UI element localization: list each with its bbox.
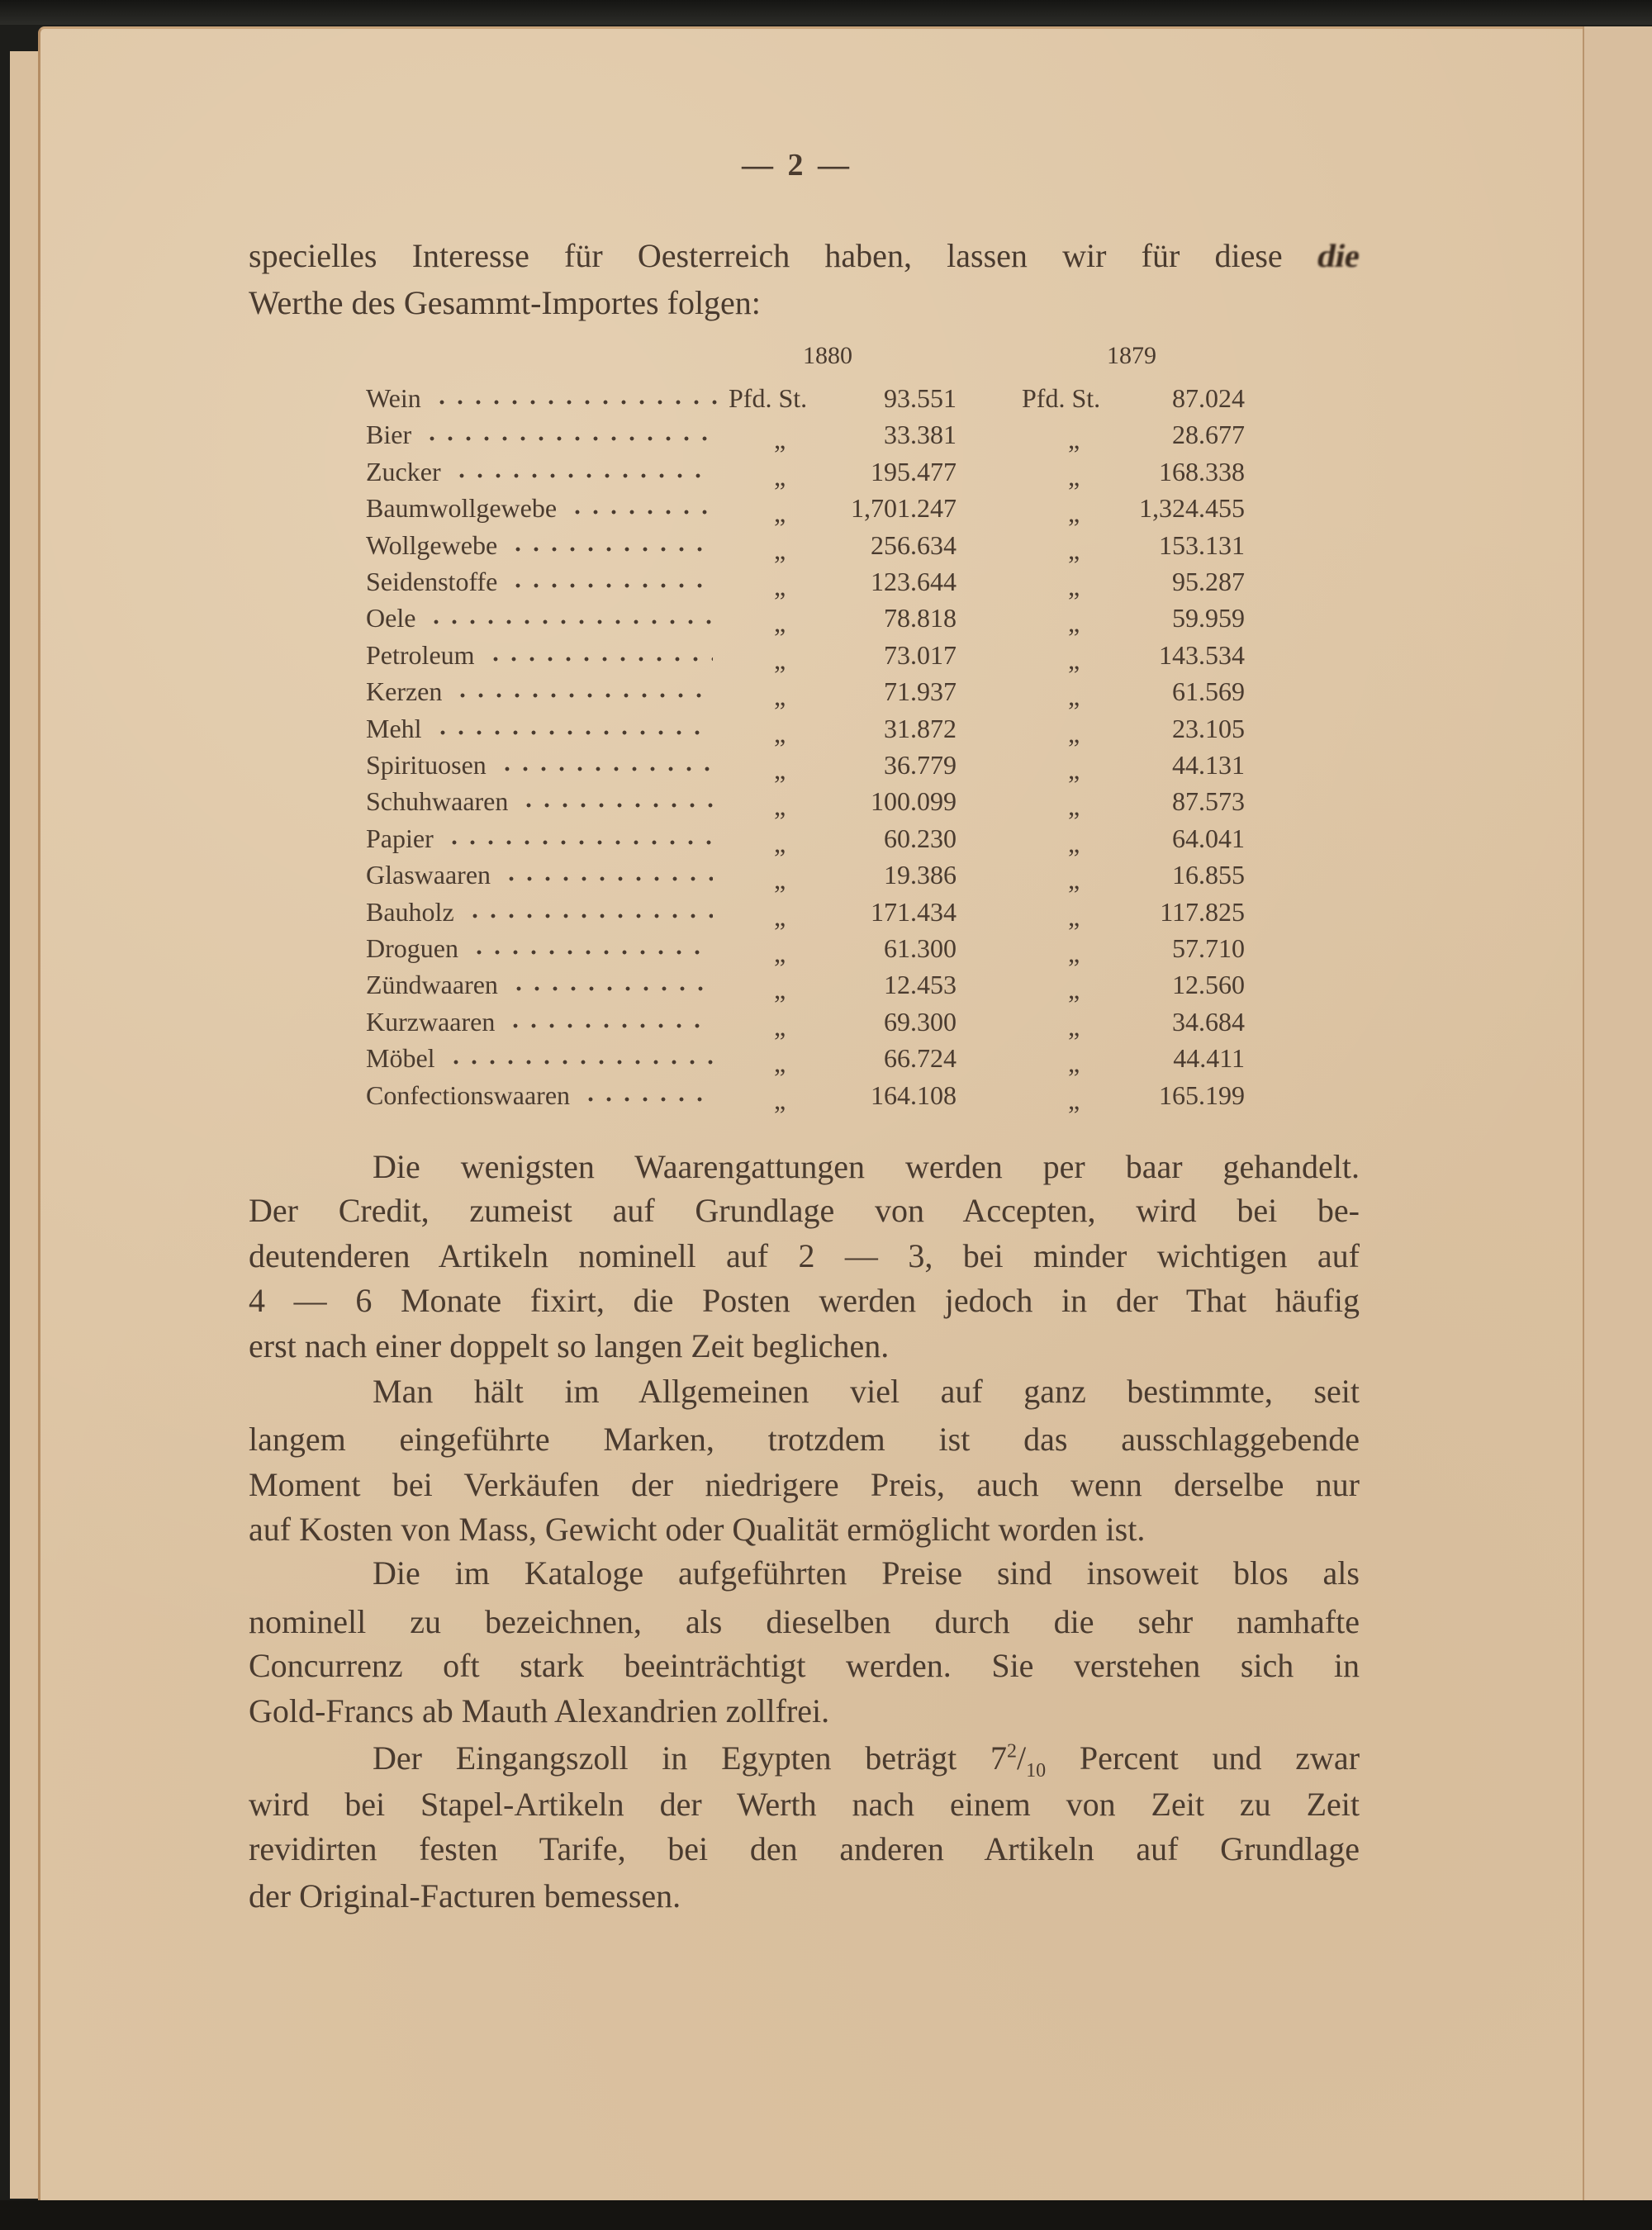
ditto-mark: „: [774, 975, 786, 1005]
table-row: [366, 637, 1250, 673]
dot-leader: [453, 693, 713, 698]
struck-word: die: [1314, 237, 1364, 274]
ditto-mark: „: [774, 755, 786, 785]
table-row: [366, 527, 1250, 563]
value-1879: 61.569: [1172, 676, 1245, 707]
table-row: [366, 710, 1250, 747]
item-name: Confectionswaaren: [366, 1079, 571, 1110]
value-1879: 87.573: [1172, 786, 1245, 817]
body-line: auf Kosten von Mass, Gewicht oder Qualität ermöglicht worden ist.: [249, 1511, 1146, 1548]
body-line: Der Credit, zumeist auf Grundlage von Accepten, wird bei be-: [249, 1192, 1360, 1229]
item-name: Bauholz: [366, 896, 454, 927]
dot-leader: [506, 1023, 713, 1028]
dot-leader: [423, 436, 713, 441]
value-1879: 44.131: [1172, 750, 1245, 780]
value-1880: 1,701.247: [851, 493, 957, 524]
unit-label-1880: Pfd. St.: [729, 383, 808, 413]
ditto-mark: „: [774, 938, 786, 968]
ditto-mark: „: [1068, 681, 1080, 712]
dot-leader: [433, 400, 721, 405]
dot-leader: [520, 803, 713, 808]
body-line: erst nach einer doppelt so langen Zeit beglichen.: [249, 1327, 890, 1364]
table-row: [366, 416, 1250, 453]
item-name: Kurzwaaren: [366, 1006, 496, 1037]
dot-leader: [582, 1097, 713, 1102]
table-row: [366, 894, 1250, 930]
item-name: Zündwaaren: [366, 970, 498, 1000]
table-row: [366, 600, 1250, 636]
item-name: Petroleum: [366, 639, 475, 670]
dot-leader: [568, 510, 713, 515]
dot-leader: [427, 619, 713, 624]
fraction-denominator: 10: [1026, 1760, 1047, 1782]
body-line: Die im Kataloge aufgeführten Preise sind insoweit blos als: [373, 1554, 1360, 1592]
dot-leader: [510, 986, 713, 991]
ditto-mark: „: [774, 718, 786, 748]
value-1880: 69.300: [884, 1006, 957, 1037]
body-line: Man hält im Allgemeinen viel auf ganz bestimmte, seit: [373, 1373, 1360, 1410]
ditto-mark: „: [1068, 975, 1080, 1005]
value-1879: 168.338: [1159, 456, 1245, 486]
ditto-mark: „: [774, 534, 786, 565]
dot-leader: [466, 913, 713, 918]
item-name: Glaswaaren: [366, 860, 491, 890]
value-1880: 73.017: [884, 639, 957, 670]
ditto-mark: „: [1068, 1011, 1080, 1041]
dot-leader: [447, 1060, 713, 1065]
dot-leader: [498, 766, 713, 771]
dot-leader: [434, 730, 713, 735]
table-row: [366, 1004, 1250, 1040]
value-1879: 117.825: [1160, 896, 1245, 927]
body-line: nominell zu bezeichnen, als dieselben durch die sehr namhafte: [249, 1603, 1360, 1640]
ditto-mark: „: [1068, 644, 1080, 675]
value-1880: 19.386: [884, 860, 957, 890]
table-row: [366, 930, 1250, 966]
ditto-mark: „: [1068, 1084, 1080, 1115]
ditto-mark: „: [774, 608, 786, 638]
ditto-mark: „: [774, 498, 786, 529]
column-header-1880: 1880: [803, 342, 852, 369]
value-1879: 59.959: [1172, 603, 1245, 633]
value-1879: 64.041: [1172, 823, 1245, 853]
table-row: [366, 966, 1250, 1003]
value-1880: 60.230: [884, 823, 957, 853]
dot-leader: [509, 547, 713, 552]
value-1880: 100.099: [871, 786, 957, 817]
dot-leader: [509, 583, 713, 588]
body-line: revidirten festen Tarife, bei den anderen Artikeln auf Grundlage: [249, 1830, 1360, 1867]
ditto-mark: „: [1068, 1048, 1080, 1079]
ditto-mark: „: [1068, 901, 1080, 932]
body-line: Moment bei Verkäufen der niedrigere Preis, auch wenn derselbe nur: [249, 1466, 1360, 1503]
value-1880: 71.937: [884, 676, 957, 707]
intro-text: specielles Interesse für Oesterreich haben, lassen wir für diese: [249, 237, 1283, 274]
intro-line-1: [249, 236, 1364, 276]
value-1880: 256.634: [871, 529, 957, 560]
ditto-mark: „: [1068, 755, 1080, 785]
ditto-mark: „: [1068, 865, 1080, 895]
body-line: deutenderen Artikeln nominell auf 2 — 3, bei minder wichtigen auf: [249, 1237, 1360, 1274]
item-name: Wein: [366, 383, 421, 413]
value-1880: 195.477: [871, 456, 957, 486]
value-1879: 23.105: [1172, 713, 1245, 743]
ditto-mark: „: [774, 1084, 786, 1115]
value-1880: 123.644: [871, 567, 957, 596]
ditto-mark: „: [1068, 498, 1080, 529]
dot-leader: [502, 876, 713, 881]
body-text-part: Percent und zwar: [1046, 1739, 1360, 1777]
value-1879: 143.534: [1159, 639, 1245, 670]
item-name: Wollgewebe: [366, 529, 498, 560]
value-1880: 61.300: [884, 933, 957, 963]
table-row: [366, 453, 1250, 490]
value-1880: 31.872: [884, 713, 957, 743]
value-1880: 78.818: [884, 603, 957, 633]
table-row: [366, 856, 1250, 893]
dot-leader: [453, 473, 713, 478]
ditto-mark: „: [774, 828, 786, 858]
value-1879: 16.855: [1172, 860, 1245, 890]
ditto-mark: „: [774, 572, 786, 601]
table-row: [366, 490, 1250, 529]
dot-leader: [470, 950, 713, 955]
body-line: [373, 1739, 1360, 1782]
ditto-mark: „: [774, 681, 786, 712]
intro-line-2: Werthe des Gesammt-Importes folgen:: [249, 284, 761, 321]
ditto-mark: „: [1068, 461, 1080, 491]
ditto-mark: „: [774, 425, 786, 455]
value-1879: 87.024: [1172, 383, 1245, 413]
item-name: Droguen: [366, 933, 458, 963]
ditto-mark: „: [1068, 534, 1080, 565]
ditto-mark: „: [1068, 938, 1080, 968]
table-row: [366, 380, 1250, 416]
ditto-mark: „: [1068, 572, 1080, 601]
body-line: Concurrenz oft stark beeinträchtigt werden. Sie verstehen sich in: [249, 1647, 1360, 1684]
value-1879: 95.287: [1172, 567, 1245, 596]
ditto-mark: „: [1068, 608, 1080, 638]
item-name: Seidenstoffe: [366, 567, 498, 596]
table-row: [366, 1077, 1250, 1113]
body-text-part: Der Eingangszoll in Egypten beträgt 7: [373, 1739, 1007, 1777]
item-name: Papier: [366, 823, 434, 853]
value-1880: 164.108: [871, 1079, 957, 1110]
value-1879: 44.411: [1173, 1043, 1245, 1074]
value-1879: 153.131: [1159, 529, 1245, 560]
unit-label-1879: Pfd. St.: [1022, 383, 1101, 413]
item-name: Bier: [366, 420, 412, 450]
item-name: Zucker: [366, 456, 441, 486]
item-name: Mehl: [366, 713, 422, 743]
value-1879: 12.560: [1172, 970, 1245, 1000]
value-1880: 33.381: [884, 420, 957, 450]
item-name: Baumwollgewebe: [366, 493, 558, 524]
ditto-mark: „: [774, 865, 786, 895]
body-line: 4 — 6 Monate fixirt, die Posten werden jedoch in der That häufig: [249, 1282, 1360, 1319]
ditto-mark: „: [1068, 791, 1080, 822]
value-1880: 12.453: [884, 970, 957, 1000]
value-1879: 1,324.455: [1139, 493, 1245, 524]
table-row: [366, 673, 1250, 712]
body-line: langem eingeführte Marken, trotzdem ist das ausschlaggebende: [249, 1421, 1360, 1458]
value-1879: 28.677: [1172, 420, 1245, 450]
item-name: Spirituosen: [366, 750, 487, 780]
ditto-mark: „: [774, 1011, 786, 1041]
value-1879: 57.710: [1172, 933, 1245, 963]
body-text-part: /: [1017, 1739, 1027, 1777]
dot-leader: [487, 657, 713, 662]
item-name: Möbel: [366, 1043, 435, 1074]
table-row: [366, 1040, 1250, 1079]
fraction-numerator: 2: [1007, 1740, 1017, 1763]
table-row: [366, 563, 1250, 600]
dot-leader: [445, 840, 713, 845]
item-name: Oele: [366, 603, 416, 633]
item-name: Schuhwaaren: [366, 786, 509, 817]
body-line: Die wenigsten Waarengattungen werden per baar gehandelt.: [373, 1148, 1360, 1185]
value-1880: 171.434: [871, 896, 957, 927]
ditto-mark: „: [1068, 425, 1080, 455]
ditto-mark: „: [1068, 828, 1080, 858]
ditto-mark: „: [774, 1048, 786, 1079]
ditto-mark: „: [1068, 718, 1080, 748]
ditto-mark: „: [774, 901, 786, 932]
body-line: Gold-Francs ab Mauth Alexandrien zollfrei.: [249, 1692, 830, 1729]
ditto-mark: „: [774, 461, 786, 491]
book-cover-bottom-edge: [0, 2200, 1652, 2230]
ditto-mark: „: [774, 644, 786, 675]
table-row: [366, 820, 1250, 856]
value-1879: 34.684: [1172, 1006, 1245, 1037]
value-1880: 93.551: [884, 383, 957, 413]
ditto-mark: „: [774, 791, 786, 822]
table-row: [366, 783, 1250, 822]
value-1880: 66.724: [884, 1043, 957, 1074]
page-edge-right: [1583, 26, 1652, 2200]
book-cover-top-edge: [0, 0, 1652, 25]
table-row: [366, 747, 1250, 783]
value-1880: 36.779: [884, 750, 957, 780]
page-number: — 2 —: [742, 148, 852, 183]
body-line: der Original-Facturen bemessen.: [249, 1877, 681, 1914]
column-header-1879: 1879: [1107, 342, 1156, 369]
item-name: Kerzen: [366, 676, 443, 707]
value-1879: 165.199: [1159, 1079, 1245, 1110]
body-line: wird bei Stapel-Artikeln der Werth nach einem von Zeit zu Zeit: [249, 1786, 1360, 1823]
